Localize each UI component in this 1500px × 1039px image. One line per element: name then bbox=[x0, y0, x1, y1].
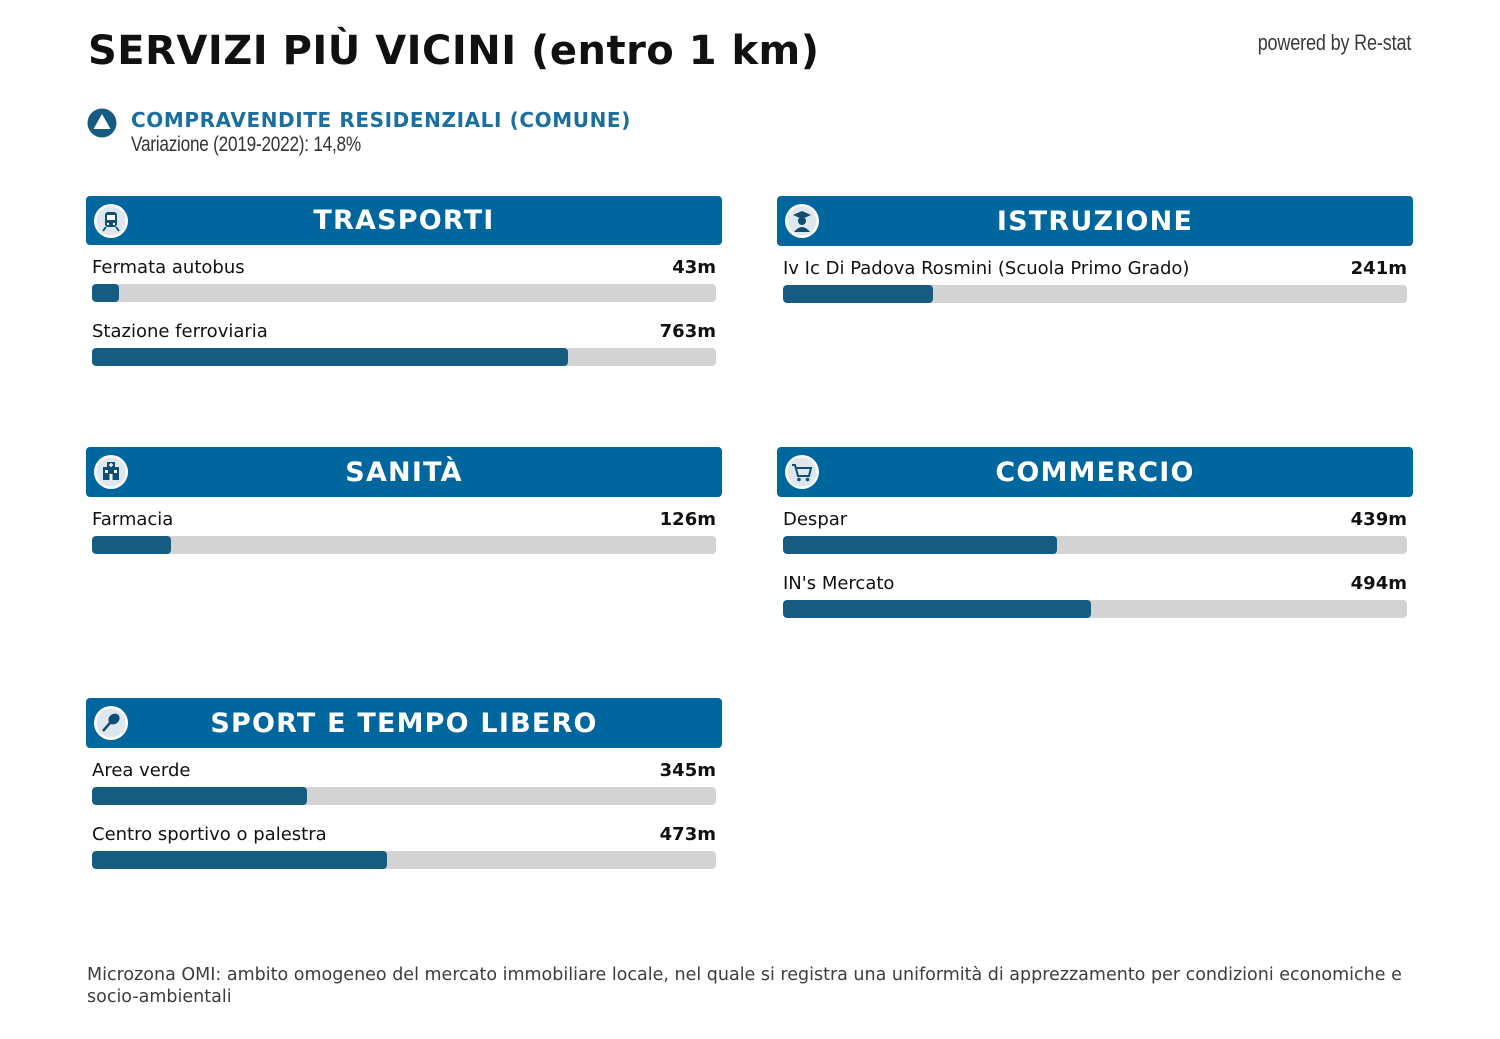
service-name: Fermata autobus bbox=[92, 257, 245, 278]
panel-header bbox=[86, 447, 722, 497]
service-row bbox=[92, 309, 716, 373]
kpi-title: COMPRAVENDITE RESIDENZIALI (COMUNE) bbox=[131, 108, 631, 132]
distance-bar-track bbox=[92, 536, 716, 554]
service-distance: 241m bbox=[1350, 258, 1407, 279]
service-row bbox=[783, 497, 1407, 561]
distance-bar-track bbox=[92, 348, 716, 366]
panel-istruzione bbox=[777, 196, 1413, 310]
service-distance: 126m bbox=[659, 509, 716, 530]
distance-bar-fill bbox=[783, 600, 1091, 618]
service-distance: 345m bbox=[659, 760, 716, 781]
racket-icon bbox=[93, 705, 129, 741]
distance-bar-track bbox=[783, 285, 1407, 303]
distance-bar-track bbox=[783, 600, 1407, 618]
category-name: TRASPORTI bbox=[313, 205, 495, 236]
service-distance: 763m bbox=[659, 321, 716, 342]
service-name: Centro sportivo o palestra bbox=[92, 824, 327, 845]
category-name: COMMERCIO bbox=[995, 456, 1195, 488]
service-name: Iv Ic Di Padova Rosmini (Scuola Primo Grado) bbox=[783, 258, 1190, 279]
service-name: Stazione ferroviaria bbox=[92, 321, 268, 342]
distance-bar-fill bbox=[92, 284, 119, 302]
distance-bar-track bbox=[92, 851, 716, 869]
service-row bbox=[92, 497, 716, 561]
kpi-subtitle: Variazione (2019-2022): 14,8% bbox=[131, 133, 361, 156]
service-row bbox=[783, 561, 1407, 625]
service-name: Farmacia bbox=[92, 509, 174, 530]
panel-sport bbox=[86, 698, 722, 876]
category-name: SPORT E TEMPO LIBERO bbox=[210, 707, 598, 739]
service-name: Area verde bbox=[92, 760, 191, 781]
panel-header bbox=[777, 447, 1413, 497]
rows-sanita bbox=[86, 497, 722, 561]
category-name: SANITÀ bbox=[345, 456, 463, 488]
powered-by-label: powered by Re-stat bbox=[1257, 30, 1411, 55]
service-distance: 43m bbox=[672, 257, 716, 278]
service-distance: 473m bbox=[659, 824, 716, 845]
panel-header bbox=[86, 698, 722, 748]
triangle-up-icon bbox=[87, 108, 117, 138]
hospital-icon bbox=[93, 454, 129, 490]
distance-bar-fill bbox=[92, 348, 568, 366]
distance-bar-track bbox=[783, 536, 1407, 554]
footnote: Microzona OMI: ambito omogeneo del mercato immobiliare locale, nel quale si registra una uniformità di apprezzamento per condizioni economiche e socio-ambientali bbox=[87, 965, 1402, 1007]
page-title: SERVIZI PIÙ VICINI (entro 1 km) bbox=[88, 28, 820, 74]
rows-istruzione bbox=[777, 246, 1413, 310]
service-row bbox=[92, 812, 716, 876]
service-row bbox=[92, 245, 716, 309]
category-name: ISTRUZIONE bbox=[996, 205, 1194, 237]
distance-bar-track bbox=[92, 284, 716, 302]
rows-commercio bbox=[777, 497, 1413, 625]
distance-bar-fill bbox=[783, 536, 1057, 554]
rows-sport bbox=[86, 748, 722, 876]
service-row bbox=[92, 748, 716, 812]
rows-trasporti bbox=[86, 245, 722, 373]
distance-bar-fill bbox=[92, 851, 387, 869]
service-row bbox=[783, 246, 1407, 310]
distance-bar-fill bbox=[92, 536, 171, 554]
distance-bar-fill bbox=[783, 285, 933, 303]
panel-commercio bbox=[777, 447, 1413, 625]
service-distance: 439m bbox=[1350, 509, 1407, 530]
panel-trasporti bbox=[86, 196, 722, 373]
service-name: IN's Mercato bbox=[783, 573, 895, 594]
service-name: Despar bbox=[783, 509, 848, 530]
distance-bar-track bbox=[92, 787, 716, 805]
service-distance: 494m bbox=[1350, 573, 1407, 594]
panel-sanita bbox=[86, 447, 722, 561]
distance-bar-fill bbox=[92, 787, 307, 805]
student-icon bbox=[784, 203, 820, 239]
cart-icon bbox=[784, 454, 820, 490]
panel-header bbox=[86, 196, 722, 245]
panel-header bbox=[777, 196, 1413, 246]
train-icon bbox=[93, 203, 129, 239]
